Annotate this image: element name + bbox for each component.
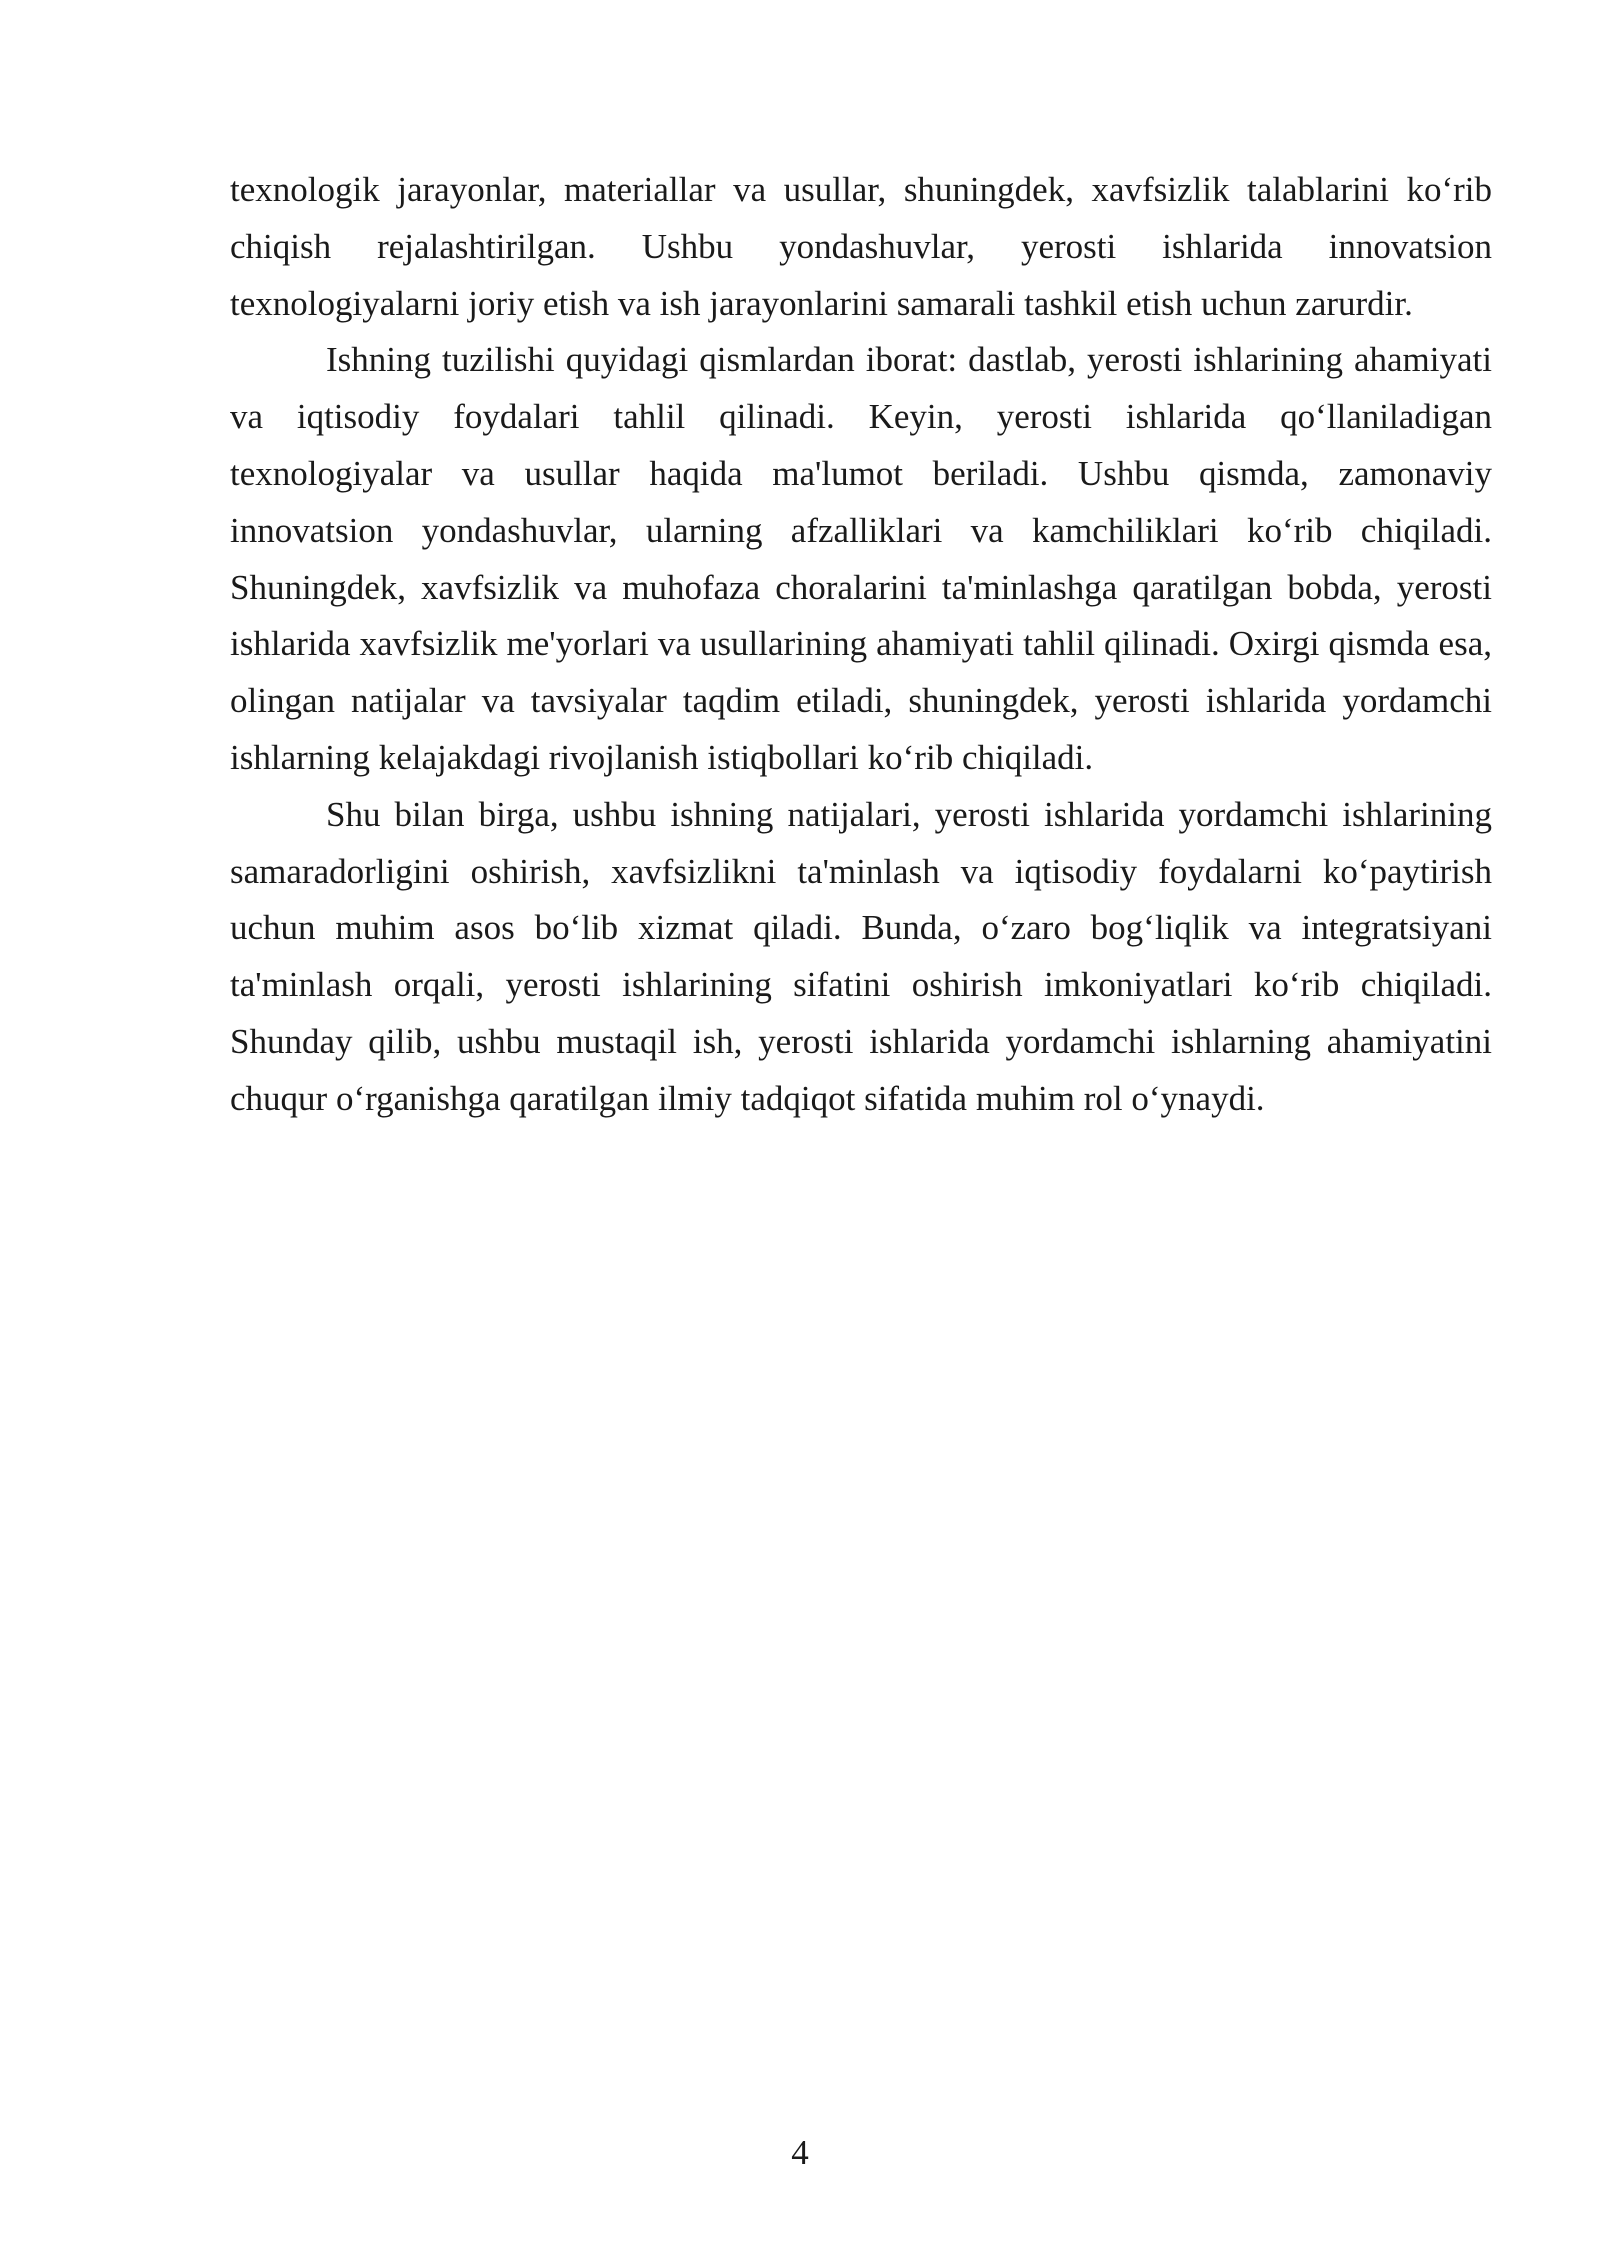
paragraph-2: Ishning tuzilishi quyidagi qismlardan iborat: dastlab, yerosti ishlarining ahamiyati va iqtisodiy foydalari tahlil qilinadi. Keyin, yerosti ishlarida qo‘llaniladigan texnologiyalar va usullar haqida ma'lumot beriladi. Ushbu qismda, zamonaviy innovatsion yondashuvlar, ularning afzalliklari va kamchiliklari ko‘rib chiqiladi. Shuningdek, xavfsizlik va muhofaza choralarini ta'minlashga qaratilgan bobda, yerosti ishlarida xavfsizlik me'yorlari va usullarining ahamiyati tahlil qilinadi. Oxirgi qismda esa, olingan natijalar va tavsiyalar taqdim etiladi, shuningdek, yerosti ishlarida yordamchi ishlarning kelajakdagi rivojlanish istiqbollari ko‘rib chiqiladi. [230,340,1492,777]
paragraph-3: Shu bilan birga, ushbu ishning natijalari, yerosti ishlarida yordamchi ishlarining samaradorligini oshirish, xavfsizlikni ta'minlash va iqtisodiy foydalarni ko‘paytirish uchun muhim asos bo‘lib xizmat qiladi. Bunda, o‘zaro bog‘liqlik va integratsiyani ta'minlash orqali, yerosti ishlarining sifatini oshirish imkoniyatlari ko‘rib chiqiladi. Shunday qilib, ushbu mustaqil ish, yerosti ishlarida yordamchi ishlarning ahamiyatini chuqur o‘rganishga qaratilgan ilmiy tadqiqot sifatida muhim rol o‘ynaydi. [230,794,1492,1118]
page-number: 4 [791,2133,809,2172]
page-body [230,162,1492,1128]
paragraph-1: texnologik jarayonlar, materiallar va usullar, shuningdek, xavfsizlik talablarini ko‘rib chiqish rejalashtirilgan. Ushbu yondashuvlar, yerosti ishlarida innovatsion texnologiyalarni joriy etish va ish jarayonlarini samarali tashkil etish uchun zarurdir. [230,170,1492,323]
